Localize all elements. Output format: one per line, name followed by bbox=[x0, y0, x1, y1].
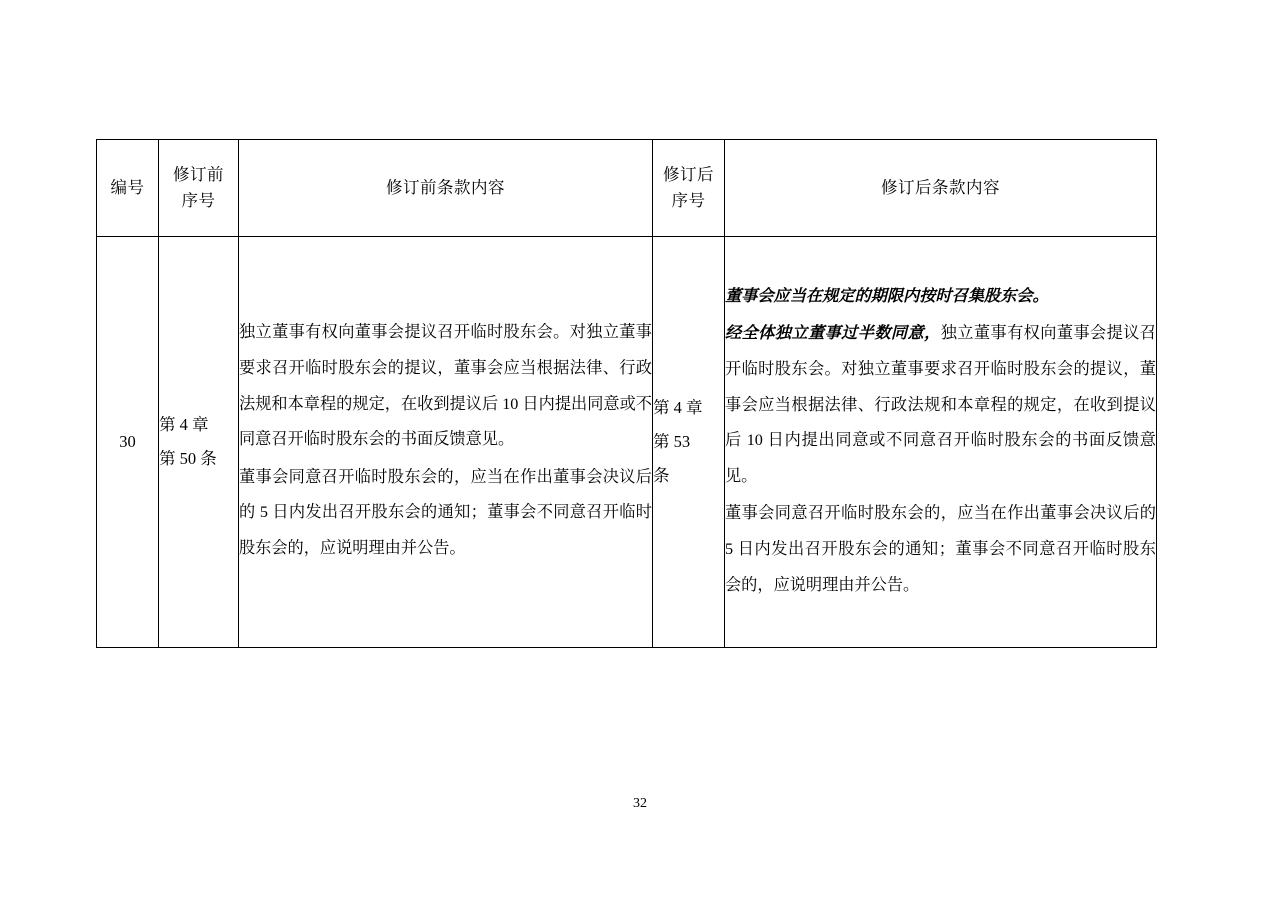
header-after-index-line2: 序号 bbox=[671, 191, 706, 210]
before-paragraph-2: 董事会同意召开临时股东会的，应当在作出董事会决议后的 5 日内发出召开股东会的通知；董事会不同意召开临时股东会的，应说明理由并公告。 bbox=[239, 467, 652, 558]
header-before-index-line2: 序号 bbox=[181, 191, 216, 210]
row-after-index bbox=[653, 237, 725, 648]
after-paragraph-1 bbox=[725, 279, 1156, 315]
page-number: 32 bbox=[633, 796, 647, 811]
header-before-index-line1: 修订前 bbox=[173, 165, 224, 185]
row-after-index-line1: 第 4 章 bbox=[653, 398, 703, 418]
header-no: 编号 bbox=[97, 140, 159, 237]
row-after-index-line3: 条 bbox=[653, 465, 670, 485]
row-number: 30 bbox=[97, 237, 159, 648]
table-row bbox=[97, 237, 1157, 648]
after-paragraph-2 bbox=[725, 316, 1156, 494]
header-after-content: 修订后条款内容 bbox=[725, 140, 1157, 237]
header-after-index-line1: 修订后 bbox=[663, 165, 714, 185]
row-before-content bbox=[239, 237, 653, 648]
header-after-index bbox=[653, 140, 725, 237]
after-paragraph-1-emphasis: 董事会应当在规定的期限内按时召集股东会。 bbox=[725, 286, 1049, 305]
revision-comparison-table bbox=[96, 139, 1157, 648]
before-paragraph-1: 独立董事有权向董事会提议召开临时股东会。对独立董事要求召开临时股东会的提议，董事会应当根据法律、行政法规和本章程的规定，在收到提议后 10 日内提出同意或不同意召开临时股东会的书面反馈意见。 bbox=[239, 323, 652, 449]
row-after-content bbox=[725, 237, 1157, 648]
after-paragraph-2-normal: 独立董事有权向董事会提议召开临时股东会。对独立董事要求召开临时股东会的提议，董事会应当根据法律、行政法规和本章程的规定，在收到提议后 10 日内提出同意或不同意召开临时股东会的书面反馈意见。 bbox=[725, 324, 1156, 485]
header-before-content: 修订前条款内容 bbox=[239, 140, 653, 237]
header-before-index bbox=[159, 140, 239, 237]
after-paragraph-2-emphasis: 经全体独立董事过半数同意， bbox=[725, 324, 941, 343]
after-paragraph-3 bbox=[725, 496, 1156, 603]
row-before-index-line2: 第 50 条 bbox=[159, 449, 217, 468]
row-before-index-line1: 第 4 章 bbox=[159, 415, 209, 435]
after-paragraph-3-normal: 董事会同意召开临时股东会的，应当在作出董事会决议后的 5 日内发出召开股东会的通知；董事会不同意召开临时股东会的，应说明理由并公告。 bbox=[725, 504, 1156, 594]
row-after-index-line2: 第 53 bbox=[653, 432, 691, 452]
table-header-row bbox=[97, 140, 1157, 237]
row-before-index bbox=[159, 237, 239, 648]
